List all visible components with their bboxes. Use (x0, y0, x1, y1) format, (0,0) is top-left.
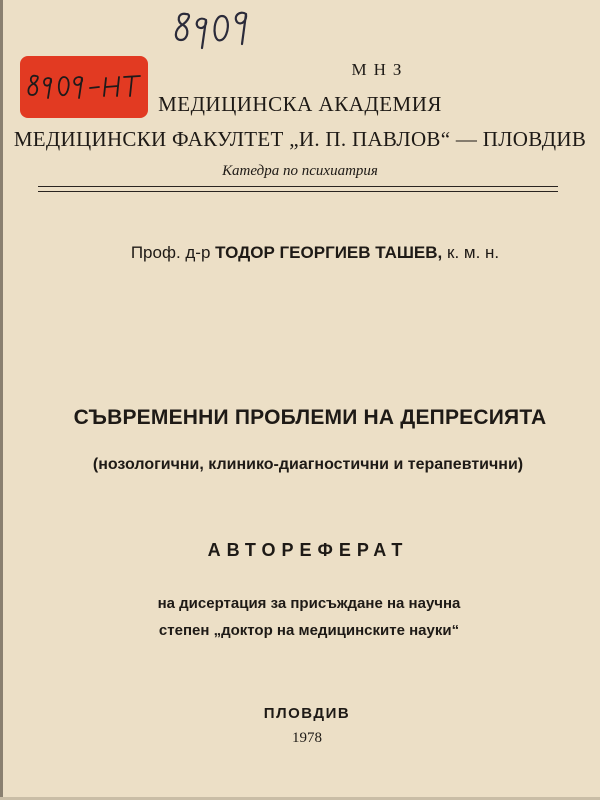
author-name: ТОДОР ГЕОРГИЕВ ТАШЕВ, (215, 243, 443, 262)
handwritten-catalog-number (170, 6, 260, 56)
imprint-year: 1978 (292, 730, 322, 746)
academy-heading: МЕДИЦИНСКА АКАДЕМИЯ (158, 92, 442, 116)
ministry-heading: МНЗ (351, 60, 409, 79)
description-line-2: степен „доктор на медицинските науки“ (158, 622, 460, 639)
imprint-city: ПЛОВДИВ (263, 705, 351, 722)
author-line (0, 243, 600, 263)
author-degree: к. м. н. (447, 243, 500, 262)
work-subtitle: (нозологични, клинико-диагностични и терапевтични) (92, 456, 524, 473)
double-rule-top (38, 186, 558, 187)
document-type: АВТОРЕФЕРАТ (207, 540, 409, 560)
author-title: Проф. д-р (130, 243, 211, 262)
double-rule-bottom (38, 191, 558, 192)
faculty-heading: МЕДИЦИНСКИ ФАКУЛТЕТ „И. П. ПАВЛОВ“ — ПЛОВДИВ (13, 127, 587, 151)
department-heading: Катедра по психиатрия (222, 163, 378, 179)
scan-left-edge (0, 0, 3, 800)
work-title: СЪВРЕМЕННИ ПРОБЛЕМИ НА ДЕПРЕСИЯТА (73, 406, 547, 429)
description-line-1: на дисертация за присъждане на научна (157, 595, 461, 612)
